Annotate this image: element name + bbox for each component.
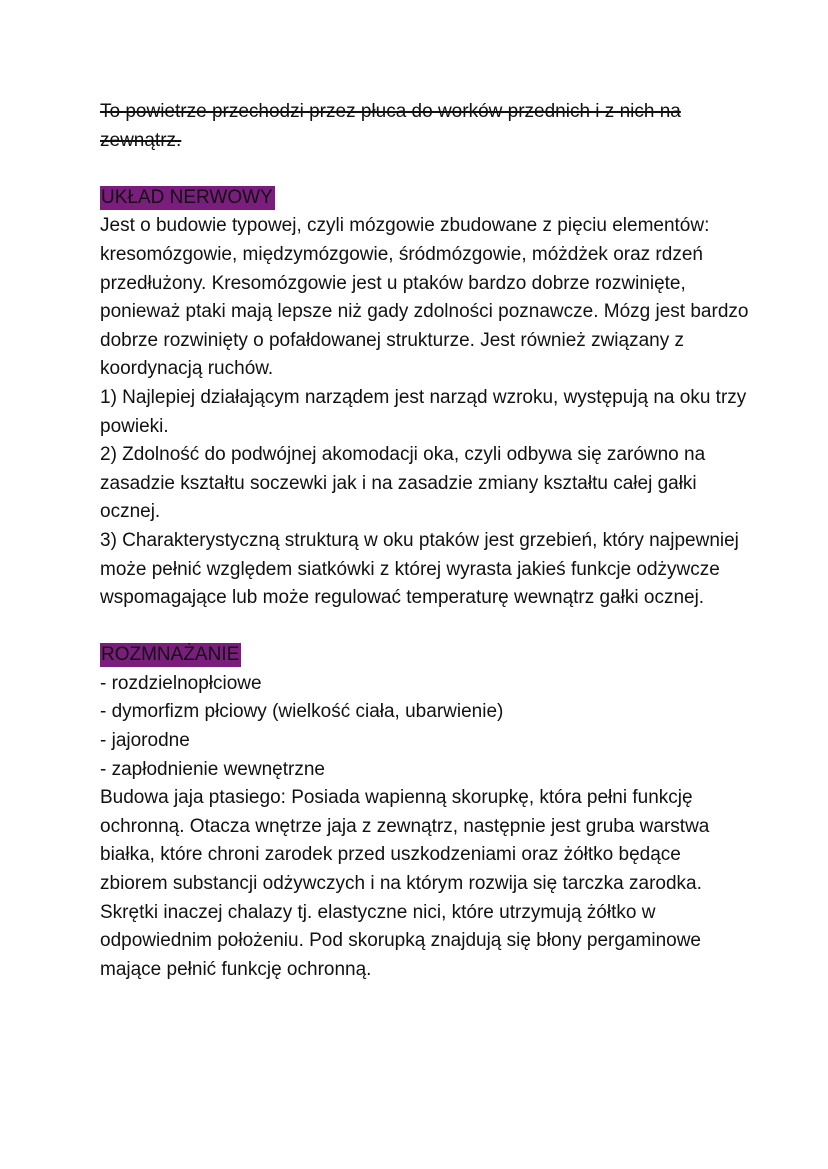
body-line: powieki. xyxy=(100,415,169,437)
nervous-system-section xyxy=(100,184,749,613)
body-line: Budowa jaja ptasiego: Posiada wapienną skorupkę, która pełni funkcję xyxy=(100,787,693,809)
body-line: przedłużony. Kresomózgowie jest u ptaków bardzo dobrze rozwinięte, xyxy=(100,272,686,294)
body-line: Jest o budowie typowej, czyli mózgowie zbudowane z pięciu elementów: xyxy=(100,215,710,237)
intro-paragraph xyxy=(100,98,740,155)
body-line: zasadzie kształtu soczewki jak i na zasadzie zmiany kształtu całej gałki xyxy=(100,472,697,494)
body-line: kresomózgowie, międzymózgowie, śródmózgowie, móżdżek oraz rdzeń xyxy=(100,243,703,265)
body-line: zbiorem substancji odżywczych i na którym rozwija się tarczka zarodka. xyxy=(100,873,702,895)
body-line: ponieważ ptaki mają lepsze niż gady zdolności poznawcze. Mózg jest bardzo xyxy=(100,301,749,323)
body-line: ochronną. Otacza wnętrze jaja z zewnątrz, następnie jest gruba warstwa xyxy=(100,815,710,837)
body-line: 3) Charakterystyczną strukturą w oku ptaków jest grzebień, który najpewniej xyxy=(100,529,739,551)
body-line: 2) Zdolność do podwójnej akomodacji oka, czyli odbywa się zarówno na xyxy=(100,444,706,466)
strikethrough-line: To powietrze przechodzi przez płuca do worków przednich i z nich na xyxy=(100,101,681,122)
body-line: dobrze rozwinięty o pofałdowanej strukturze. Jest również związany z xyxy=(100,329,684,351)
paragraph-gap xyxy=(100,613,740,642)
strikethrough-line: zewnątrz. xyxy=(100,129,182,151)
body-line: koordynacją ruchów. xyxy=(100,358,274,380)
body-line: ocznej. xyxy=(100,501,161,523)
section-heading-nervous: UKŁAD NERWOWY xyxy=(101,186,273,208)
body-line: odpowiednim położeniu. Pod skorupką znajdują się błony pergaminowe xyxy=(100,930,701,952)
body-line: wspomagające lub może regulować temperaturę wewnątrz gałki ocznej. xyxy=(100,587,705,609)
list-item: - zapłodnienie wewnętrzne xyxy=(100,758,325,780)
reproduction-section xyxy=(100,641,740,984)
list-item: - jajorodne xyxy=(100,730,190,752)
body-line: mające pełnić funkcję ochronną. xyxy=(100,958,372,980)
list-item: - rozdzielnopłciowe xyxy=(100,672,262,694)
body-line: może pełnić względem siatkówki z której wyrasta jakieś funkcje odżywcze xyxy=(100,558,720,580)
body-line: 1) Najlepiej działającym narządem jest narząd wzroku, występują na oku trzy xyxy=(100,386,747,408)
section-heading-reproduction: ROZMNAŻANIE xyxy=(101,644,240,666)
body-line: Skrętki inaczej chalazy tj. elastyczne nici, które utrzymują żółtko w xyxy=(100,901,656,923)
paragraph-gap xyxy=(100,155,740,184)
body-line: białka, które chroni zarodek przed uszkodzeniami oraz żółtko będące xyxy=(100,844,681,866)
list-item: - dymorfizm płciowy (wielkość ciała, ubarwienie) xyxy=(100,701,504,723)
document-body xyxy=(100,98,749,984)
